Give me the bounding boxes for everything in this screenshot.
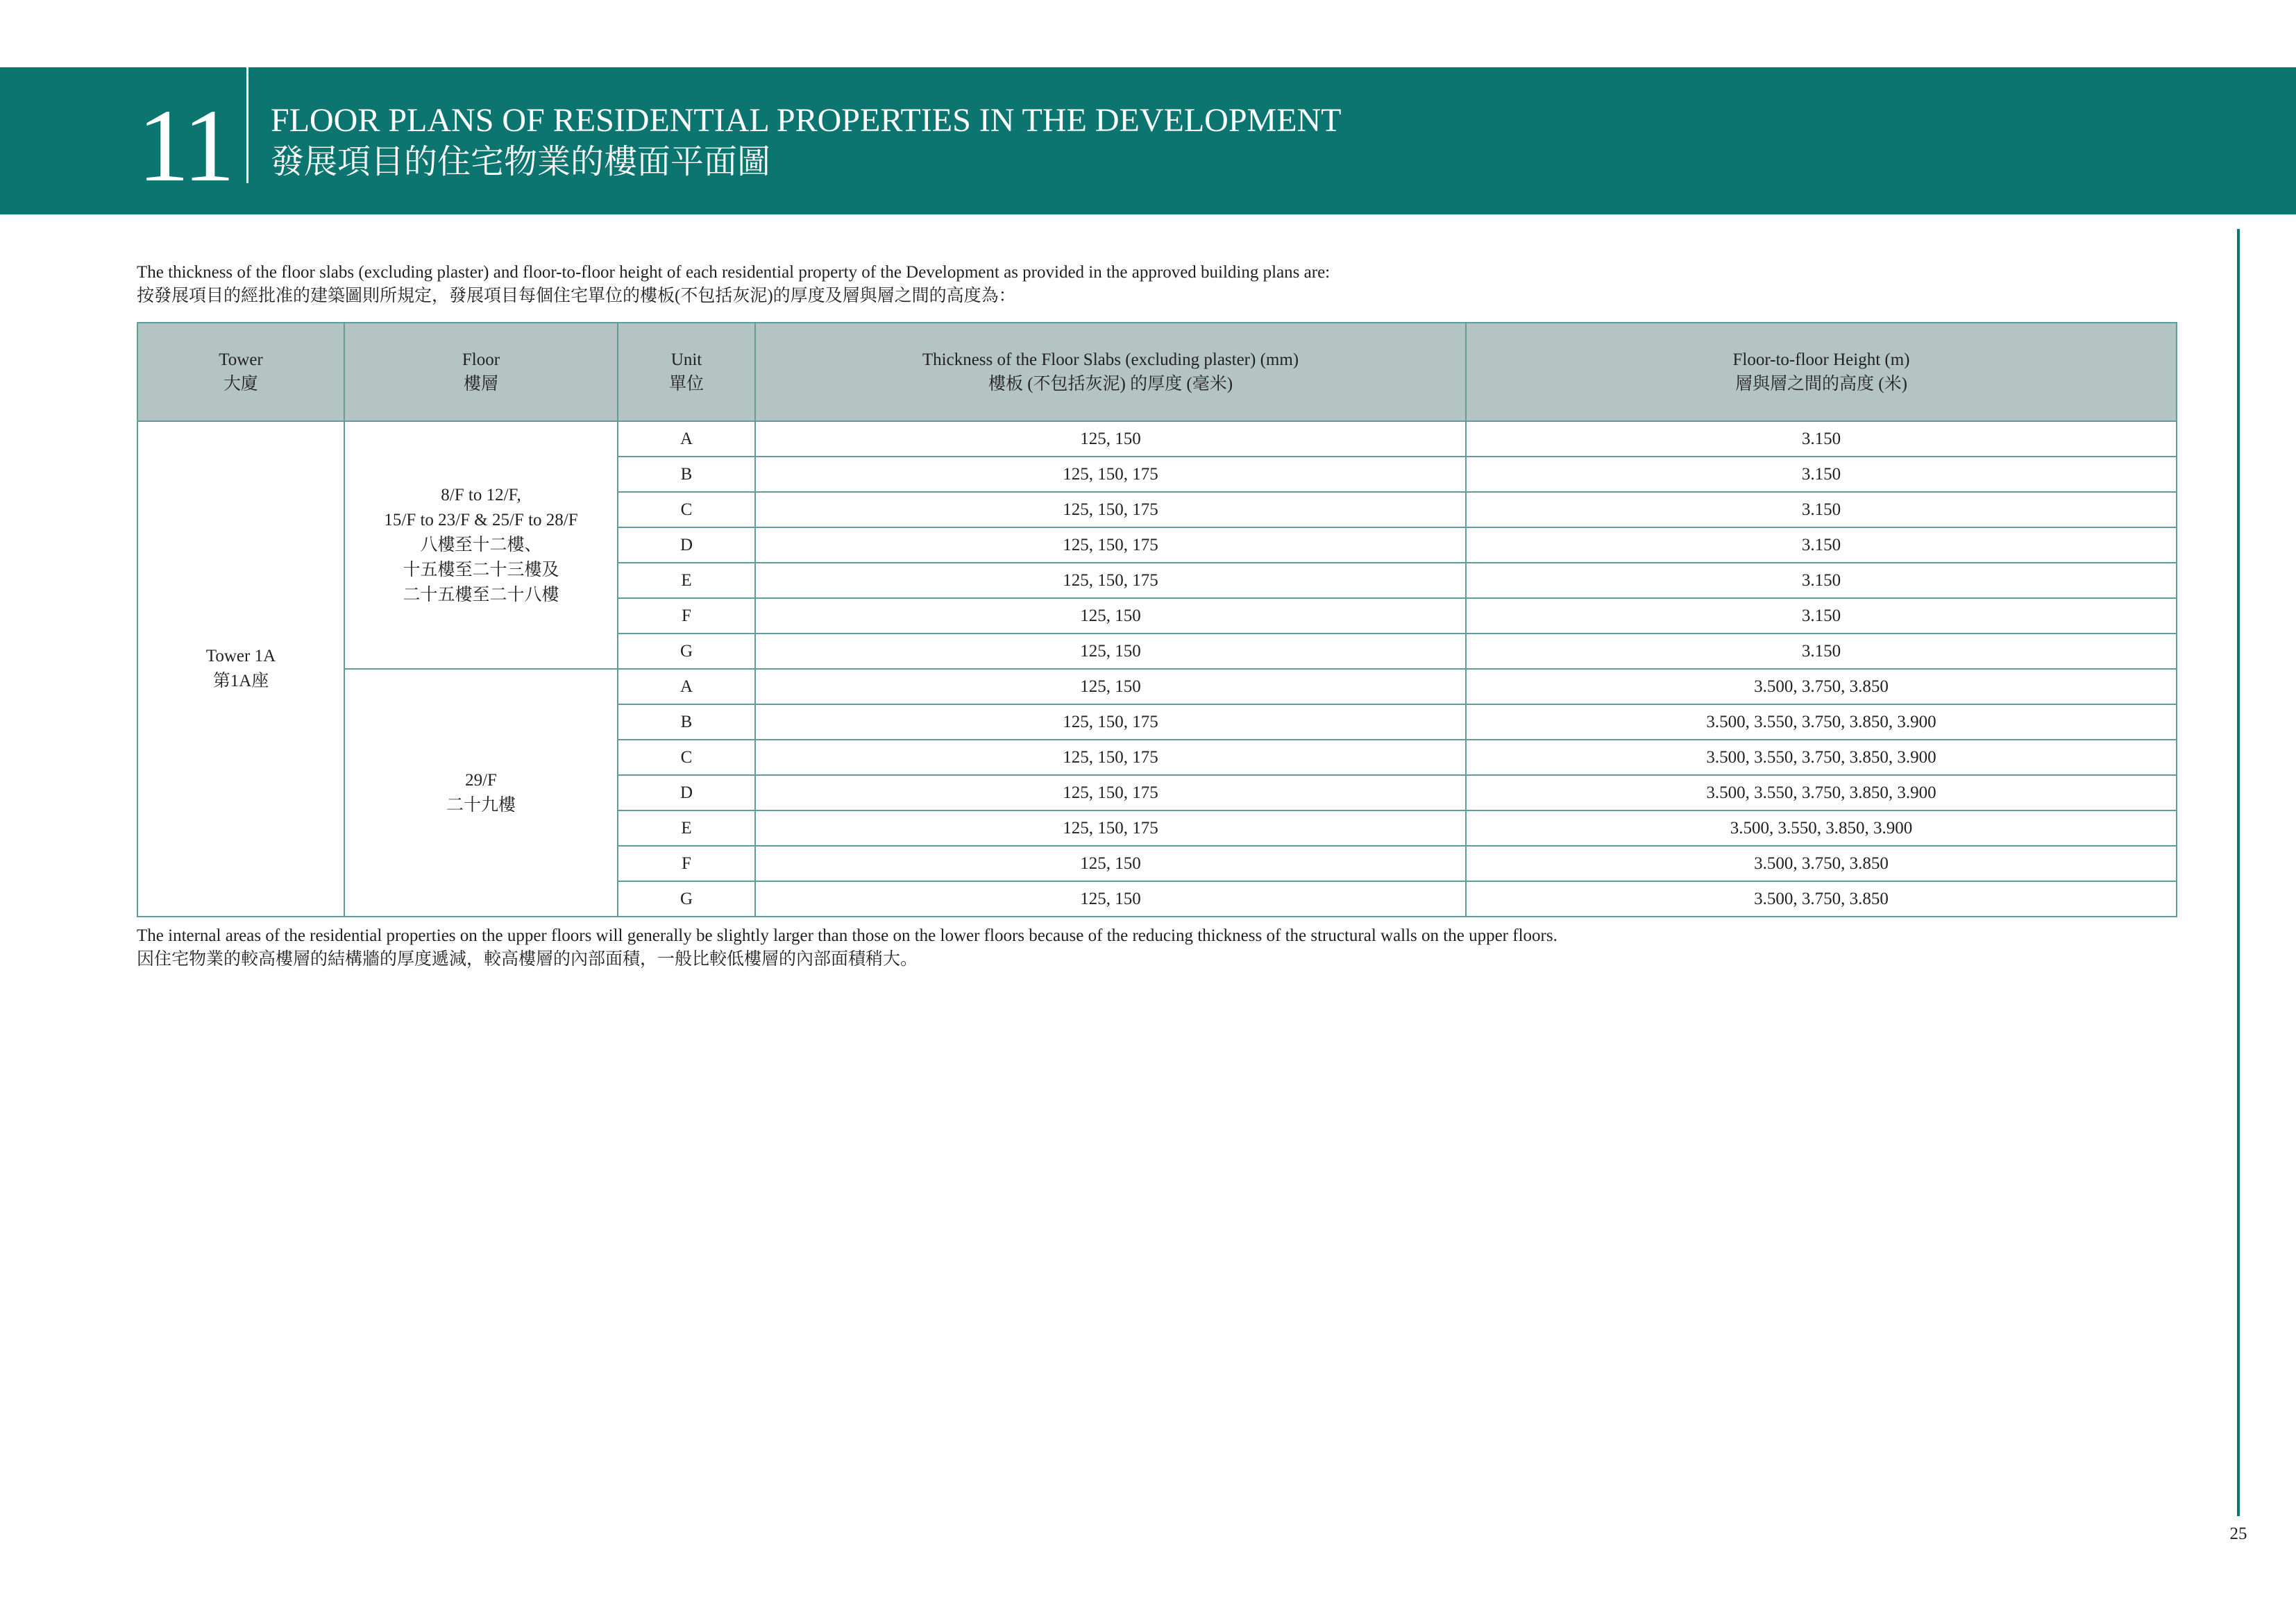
header-row bbox=[137, 323, 2177, 421]
floor-height-cell: 3.500, 3.550, 3.750, 3.850, 3.900 bbox=[1466, 775, 2177, 810]
chapter-title-zh: 發展項目的住宅物業的樓面平面圖 bbox=[271, 144, 771, 180]
floor-range-cell bbox=[344, 421, 618, 669]
side-rule bbox=[2237, 229, 2240, 1516]
unit-cell: B bbox=[618, 457, 755, 492]
floor-range-line: 8/F to 12/F, bbox=[441, 485, 521, 504]
floor-range-line: 八樓至十二樓、 bbox=[420, 535, 542, 554]
floor-height-cell: 3.150 bbox=[1466, 634, 2177, 669]
unit-cell: B bbox=[618, 704, 755, 740]
table-row bbox=[137, 421, 2177, 457]
intro-text-zh: 按發展項目的經批准的建築圖則所規定，發展項目每個住宅單位的樓板(不包括灰泥)的厚度及層與層之間的高度為： bbox=[137, 287, 1016, 305]
header-slab-thickness: Thickness of the Floor Slabs (excluding plaster) (mm) 樓板 (不包括灰泥) 的厚度 (毫米) bbox=[755, 323, 1466, 421]
slab-thickness-cell: 125, 150 bbox=[755, 598, 1466, 634]
floor-range-line: 29/F bbox=[465, 770, 497, 790]
unit-cell: A bbox=[618, 669, 755, 704]
floor-height-cell: 3.150 bbox=[1466, 563, 2177, 598]
floor-height-cell: 3.500, 3.750, 3.850 bbox=[1466, 881, 2177, 917]
slab-thickness-cell: 125, 150, 175 bbox=[755, 810, 1466, 846]
table-header bbox=[137, 323, 2177, 421]
unit-cell: C bbox=[618, 740, 755, 775]
tower-label: Tower 1A bbox=[205, 647, 276, 665]
slab-thickness-cell: 125, 150, 175 bbox=[755, 457, 1466, 492]
header-floor: Floor 樓層 bbox=[344, 323, 618, 421]
chapter-banner bbox=[0, 67, 2296, 214]
floor-range-line: 十五樓至二十三樓及 bbox=[403, 560, 559, 579]
slab-thickness-cell: 125, 150 bbox=[755, 846, 1466, 881]
tower-cell bbox=[137, 421, 344, 917]
unit-cell: F bbox=[618, 846, 755, 881]
unit-cell: A bbox=[618, 421, 755, 457]
table-row bbox=[137, 669, 2177, 704]
chapter-number: 11 bbox=[137, 88, 233, 203]
floor-range-line: 二十五樓至二十八樓 bbox=[403, 585, 559, 604]
unit-cell: C bbox=[618, 492, 755, 527]
floor-height-cell: 3.500, 3.550, 3.750, 3.850, 3.900 bbox=[1466, 704, 2177, 740]
header-floor-height: Floor-to-floor Height (m) 層與層之間的高度 (米) bbox=[1466, 323, 2177, 421]
floor-height-cell: 3.500, 3.750, 3.850 bbox=[1466, 669, 2177, 704]
floor-height-cell: 3.500, 3.550, 3.750, 3.850, 3.900 bbox=[1466, 740, 2177, 775]
floor-range-line: 15/F to 23/F & 25/F to 28/F bbox=[384, 510, 578, 529]
floor-height-cell: 3.150 bbox=[1466, 492, 2177, 527]
slab-thickness-cell: 125, 150, 175 bbox=[755, 527, 1466, 563]
banner-divider bbox=[246, 67, 248, 183]
page-number: 25 bbox=[2229, 1524, 2247, 1543]
header-tower: Tower 大廈 bbox=[137, 323, 344, 421]
unit-cell: F bbox=[618, 598, 755, 634]
slab-thickness-cell: 125, 150 bbox=[755, 634, 1466, 669]
note-text-en: The internal areas of the residential properties on the upper floors will generally be slightly larger than those on the lower floors because of the reducing thickness of the structural walls on the upper floors. bbox=[137, 926, 1558, 945]
floor-range-line: 二十九樓 bbox=[446, 795, 516, 815]
slab-thickness-cell: 125, 150, 175 bbox=[755, 775, 1466, 810]
slab-thickness-cell: 125, 150, 175 bbox=[755, 704, 1466, 740]
floor-height-cell: 3.500, 3.750, 3.850 bbox=[1466, 846, 2177, 881]
unit-cell: D bbox=[618, 527, 755, 563]
chapter-title-en: FLOOR PLANS OF RESIDENTIAL PROPERTIES IN THE DEVELOPMENT bbox=[271, 102, 1342, 139]
floor-range-cell bbox=[344, 669, 618, 917]
tower-label: 第1A座 bbox=[212, 672, 269, 690]
floor-height-cell: 3.500, 3.550, 3.850, 3.900 bbox=[1466, 810, 2177, 846]
unit-cell: G bbox=[618, 634, 755, 669]
floor-height-cell: 3.150 bbox=[1466, 421, 2177, 457]
table-body bbox=[137, 421, 2177, 917]
floor-slab-table bbox=[137, 322, 2177, 917]
floor-height-cell: 3.150 bbox=[1466, 598, 2177, 634]
slab-thickness-cell: 125, 150 bbox=[755, 881, 1466, 917]
header-unit: Unit 單位 bbox=[618, 323, 755, 421]
unit-cell: G bbox=[618, 881, 755, 917]
slab-thickness-cell: 125, 150, 175 bbox=[755, 492, 1466, 527]
floor-height-cell: 3.150 bbox=[1466, 457, 2177, 492]
unit-cell: E bbox=[618, 810, 755, 846]
slab-thickness-cell: 125, 150, 175 bbox=[755, 740, 1466, 775]
unit-cell: D bbox=[618, 775, 755, 810]
floor-height-cell: 3.150 bbox=[1466, 527, 2177, 563]
slab-thickness-cell: 125, 150 bbox=[755, 669, 1466, 704]
unit-cell: E bbox=[618, 563, 755, 598]
intro-text-en: The thickness of the floor slabs (excluding plaster) and floor-to-floor height of each residential property of the Development as provided in the approved building plans are: bbox=[137, 263, 1331, 282]
note-text-zh: 因住宅物業的較高樓層的結構牆的厚度遞減，較高樓層的內部面積，一般比較低樓層的內部面積稍大。 bbox=[137, 950, 918, 969]
slab-thickness-cell: 125, 150, 175 bbox=[755, 563, 1466, 598]
slab-thickness-cell: 125, 150 bbox=[755, 421, 1466, 457]
